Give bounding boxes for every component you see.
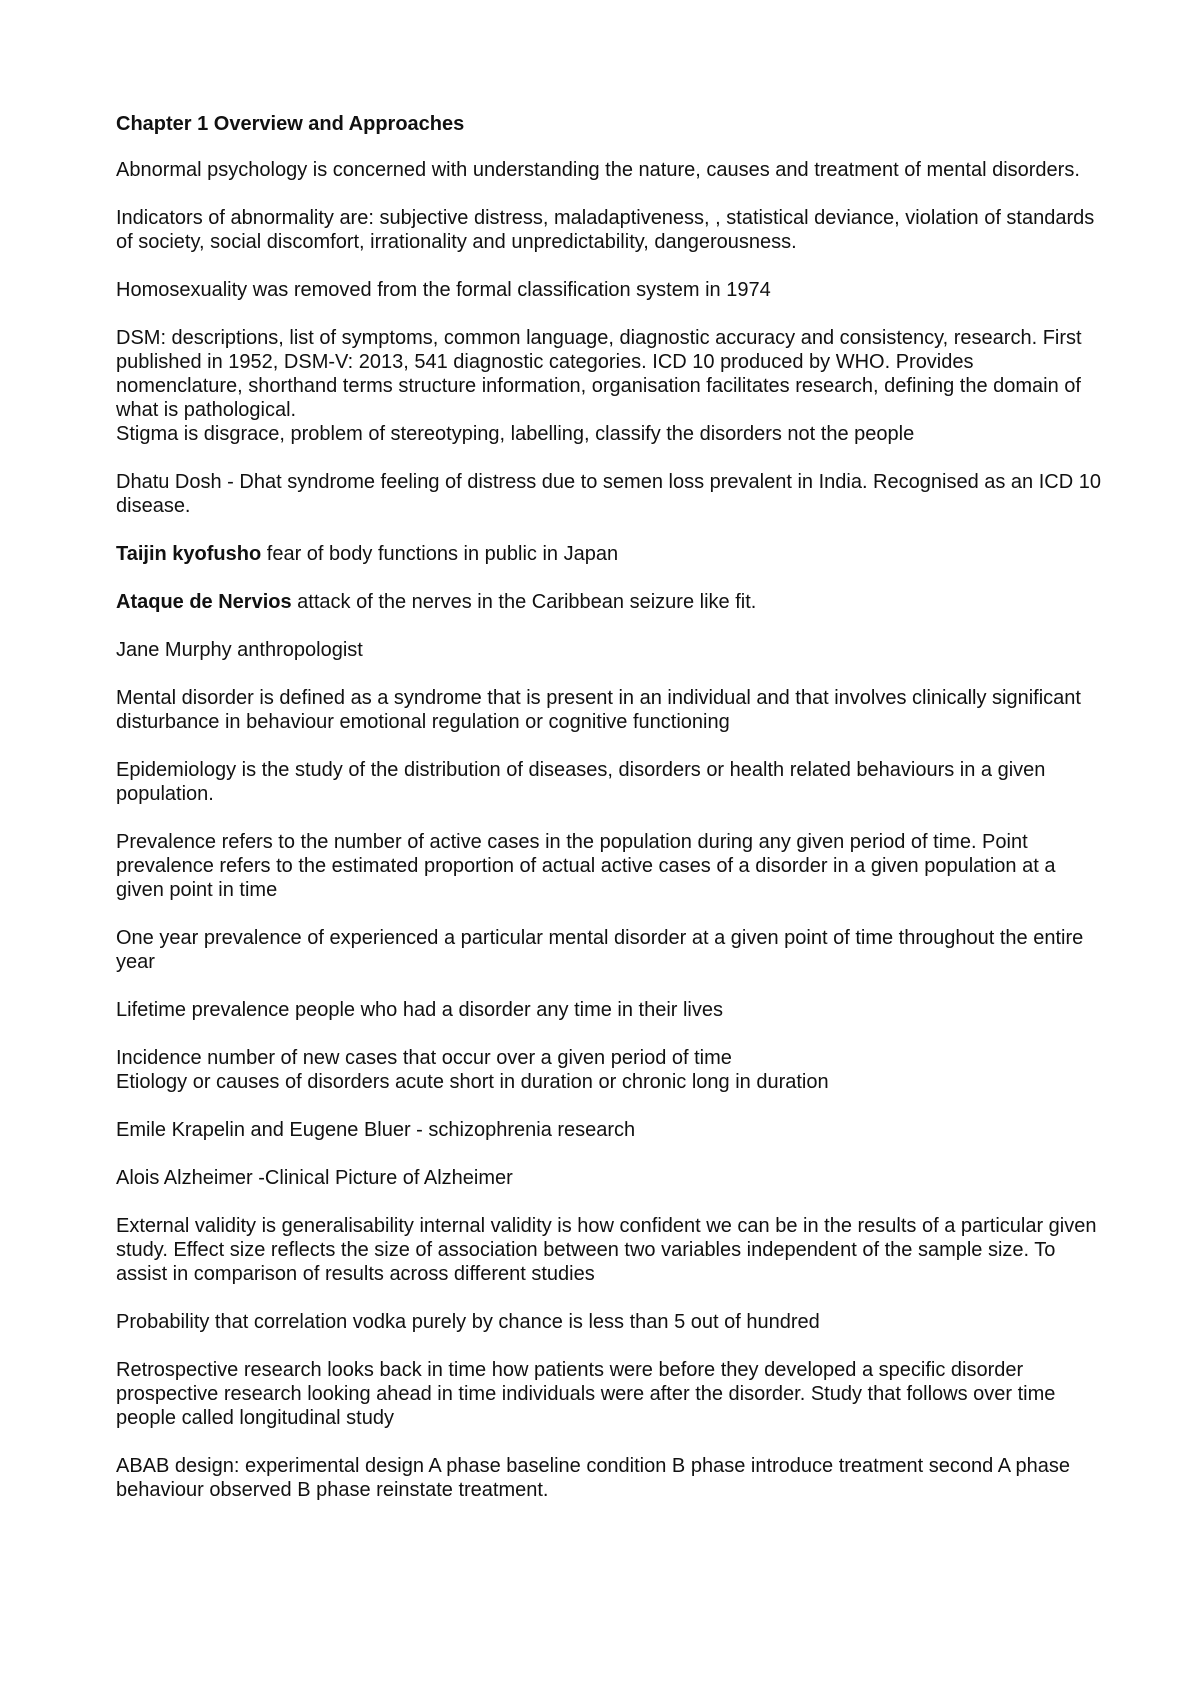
line-text: Emile Krapelin and Eugene Bluer - schizophrenia research [116, 1119, 636, 1141]
paragraph-line [116, 206, 1105, 254]
paragraph-line [116, 542, 1105, 566]
line-text: fear of body functions in public in Japan [266, 543, 619, 565]
paragraph [116, 830, 1105, 902]
paragraph [116, 470, 1105, 518]
chapter-heading: Chapter 1 Overview and Approaches [116, 113, 465, 135]
line-text: Prevalence refers to the number of active cases in the population during any given period of time. Point prevalence refers to the estimated proportion of actual active cases of a disorder in a given population at a given point in time [116, 831, 1056, 901]
paragraph-line [116, 686, 1105, 734]
paragraph-line [116, 1214, 1105, 1286]
paragraph-line [116, 638, 1105, 662]
paragraph [116, 542, 1105, 566]
paragraph-line [116, 1070, 1105, 1094]
line-text: Retrospective research looks back in time how patients were before they developed a specific disorder prospective research looking ahead in time individuals were after the disorder. Study that follows over time people called longitudinal study [116, 1359, 1056, 1429]
paragraph-line [116, 470, 1105, 518]
paragraph-line [116, 326, 1105, 422]
paragraph-line [116, 758, 1105, 806]
line-text: ABAB design: experimental design A phase baseline condition B phase introduce treatment second A phase behaviour observed B phase reinstate treatment. [116, 1455, 1070, 1501]
paragraph [116, 1118, 1105, 1142]
paragraph [116, 686, 1105, 734]
defined-term: Ataque de Nervios [116, 591, 292, 613]
paragraph-line [116, 998, 1105, 1022]
paragraph [116, 1358, 1105, 1430]
line-text: Abnormal psychology is concerned with understanding the nature, causes and treatment of mental disorders. [116, 159, 1080, 181]
paragraph-line [116, 830, 1105, 902]
paragraph [116, 638, 1105, 662]
paragraph [116, 206, 1105, 254]
line-text: Jane Murphy anthropologist [116, 639, 363, 661]
paragraph-line [116, 1046, 1105, 1070]
paragraph [116, 758, 1105, 806]
paragraph [116, 590, 1105, 614]
paragraph-line [116, 1118, 1105, 1142]
paragraph-line [116, 1358, 1105, 1430]
paragraph-line [116, 1454, 1105, 1502]
paragraph-line [116, 1166, 1105, 1190]
paragraph-line [116, 278, 1105, 302]
paragraph-line [116, 422, 1105, 446]
line-text: External validity is generalisability internal validity is how confident we can be in the results of a particular given study. Effect size reflects the size of association between two variables independent of the sample size. To assist in comparison of results across different studies [116, 1215, 1097, 1285]
line-text: One year prevalence of experienced a particular mental disorder at a given point of time throughout the entire year [116, 927, 1084, 973]
paragraph [116, 278, 1105, 302]
line-text: attack of the nerves in the Caribbean seizure like fit. [297, 591, 757, 613]
paragraph [116, 1166, 1105, 1190]
line-text: Mental disorder is defined as a syndrome that is present in an individual and that involves clinically significant disturbance in behaviour emotional regulation or cognitive functioning [116, 687, 1081, 733]
line-text: Stigma is disgrace, problem of stereotyping, labelling, classify the disorders not the people [116, 423, 915, 445]
paragraph [116, 158, 1105, 182]
line-text: Etiology or causes of disorders acute short in duration or chronic long in duration [116, 1071, 829, 1093]
paragraph [116, 1046, 1105, 1094]
paragraph-line [116, 590, 1105, 614]
line-text: Alois Alzheimer -Clinical Picture of Alzheimer [116, 1167, 513, 1189]
line-text: Probability that correlation vodka purely by chance is less than 5 out of hundred [116, 1311, 820, 1333]
paragraph [116, 926, 1105, 974]
paragraph [116, 1310, 1105, 1334]
line-text: Indicators of abnormality are: subjective distress, maladaptiveness, , statistical deviance, violation of standards of society, social discomfort, irrationality and unpredictability, dangerousness. [116, 207, 1095, 253]
line-text: DSM: descriptions, list of symptoms, common language, diagnostic accuracy and consistency, research. First published in 1952, DSM-V: 2013, 541 diagnostic categories. ICD 10 produced by WHO. Provides nomenclature, shorthand terms structure information, organisation facilitates research, defining the domain of what is pathological. [116, 327, 1082, 421]
paragraph-line [116, 158, 1105, 182]
line-text: Epidemiology is the study of the distribution of diseases, disorders or health related behaviours in a given population. [116, 759, 1046, 805]
line-text: Dhatu Dosh - Dhat syndrome feeling of distress due to semen loss prevalent in India. Recognised as an ICD 10 disease. [116, 471, 1101, 517]
document-body [116, 158, 1105, 1502]
line-text: Incidence number of new cases that occur over a given period of time [116, 1047, 732, 1069]
paragraph-line [116, 1310, 1105, 1334]
line-text: Homosexuality was removed from the formal classification system in 1974 [116, 279, 771, 301]
defined-term: Taijin kyofusho [116, 543, 262, 565]
line-text: Lifetime prevalence people who had a disorder any time in their lives [116, 999, 724, 1021]
paragraph-line [116, 926, 1105, 974]
paragraph [116, 1454, 1105, 1502]
paragraph [116, 1214, 1105, 1286]
paragraph [116, 326, 1105, 446]
paragraph [116, 998, 1105, 1022]
